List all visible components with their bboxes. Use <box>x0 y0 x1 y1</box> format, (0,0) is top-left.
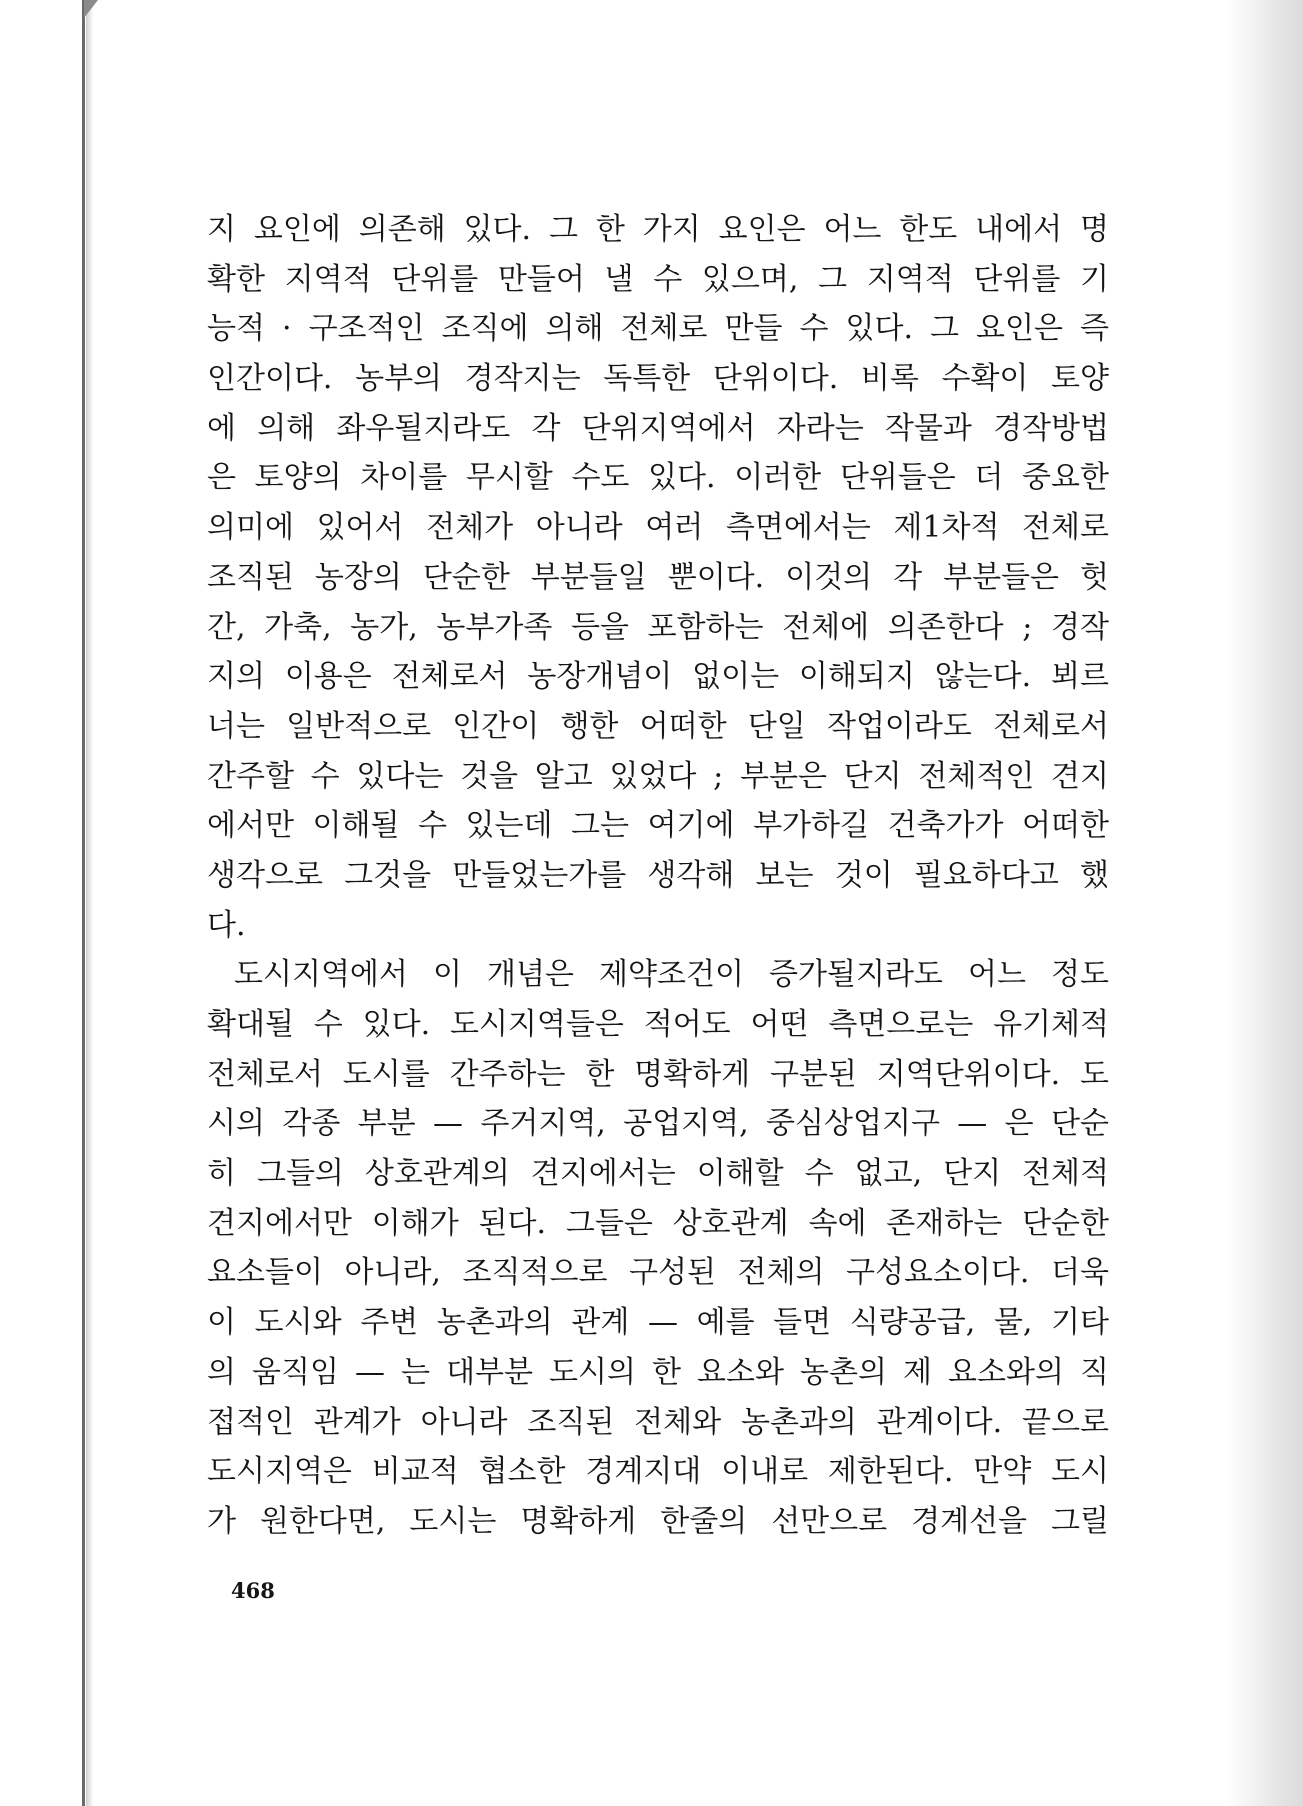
text-line: 에 의해 좌우될지라도 각 단위지역에서 자라는 작물과 경작방법 <box>207 410 1109 446</box>
text-line: 간주할 수 있다는 것을 알고 있었다 ; 부분은 단지 전체적인 견지 <box>207 758 1109 794</box>
text-line: 능적 · 구조적인 조직에 의해 전체로 만들 수 있다. 그 요인은 즉 <box>207 311 1109 347</box>
text-line: 다. <box>207 907 246 943</box>
text-line: 도시지역은 비교적 협소한 경계지대 이내로 제한된다. 만약 도시 <box>207 1454 1109 1490</box>
text-line: 은 토양의 차이를 무시할 수도 있다. 이러한 단위들은 더 중요한 <box>207 460 1109 496</box>
text-line: 에서만 이해될 수 있는데 그는 여기에 부가하길 건축가가 어떠한 <box>207 808 1109 844</box>
text-line: 가 원한다면, 도시는 명확하게 한줄의 선만으로 경계선을 그릴 <box>207 1503 1109 1539</box>
text-line: 이 도시와 주변 농촌과의 관계 — 예를 들면 식량공급, 물, 기타 <box>207 1305 1109 1341</box>
page-binding-shadow <box>86 0 94 1806</box>
text-line: 의미에 있어서 전체가 아니라 여러 측면에서는 제1차적 전체로 <box>207 510 1109 546</box>
text-line: 너는 일반적으로 인간이 행한 어떠한 단일 작업이라도 전체로서 <box>207 708 1109 744</box>
page-number: 468 <box>231 1578 275 1603</box>
text-line: 히 그들의 상호관계의 견지에서는 이해할 수 없고, 단지 전체적 <box>207 1156 1109 1192</box>
text-line: 확한 지역적 단위를 만들어 낼 수 있으며, 그 지역적 단위를 기 <box>207 261 1109 297</box>
text-line: 간, 가축, 농가, 농부가족 등을 포함하는 전체에 의존한다 ; 경작 <box>207 609 1109 645</box>
text-line: 의 움직임 — 는 대부분 도시의 한 요소와 농촌의 제 요소와의 직 <box>207 1354 1109 1390</box>
text-line: 인간이다. 농부의 경작지는 독특한 단위이다. 비록 수확이 토양 <box>207 361 1109 397</box>
paragraph-start-line: 도시지역에서 이 개념은 제약조건이 증가될지라도 어느 정도 <box>234 957 1109 993</box>
body-text <box>207 205 1109 1547</box>
text-line: 접적인 관계가 아니라 조직된 전체와 농촌과의 관계이다. 끝으로 <box>207 1404 1109 1440</box>
text-line: 요소들이 아니라, 조직적으로 구성된 전체의 구성요소이다. 더욱 <box>207 1255 1109 1291</box>
text-line: 조직된 농장의 단순한 부분들일 뿐이다. 이것의 각 부분들은 헛 <box>207 559 1109 595</box>
text-line: 전체로서 도시를 간주하는 한 명확하게 구분된 지역단위이다. 도 <box>207 1056 1109 1092</box>
page-right-shadow <box>1225 0 1303 1806</box>
text-line: 지의 이용은 전체로서 농장개념이 없이는 이해되지 않는다. 뵈르 <box>207 659 1109 695</box>
text-line: 지 요인에 의존해 있다. 그 한 가지 요인은 어느 한도 내에서 명 <box>207 212 1109 247</box>
text-line: 확대될 수 있다. 도시지역들은 적어도 어떤 측면으로는 유기체적 <box>207 1007 1109 1042</box>
page-binding-edge <box>82 0 85 1806</box>
page-corner-fold <box>84 0 98 18</box>
text-line: 견지에서만 이해가 된다. 그들은 상호관계 속에 존재하는 단순한 <box>207 1205 1109 1241</box>
text-line: 시의 각종 부분 — 주거지역, 공업지역, 중심상업지구 — 은 단순 <box>207 1106 1109 1142</box>
text-line: 생각으로 그것을 만들었는가를 생각해 보는 것이 필요하다고 했 <box>207 857 1109 893</box>
